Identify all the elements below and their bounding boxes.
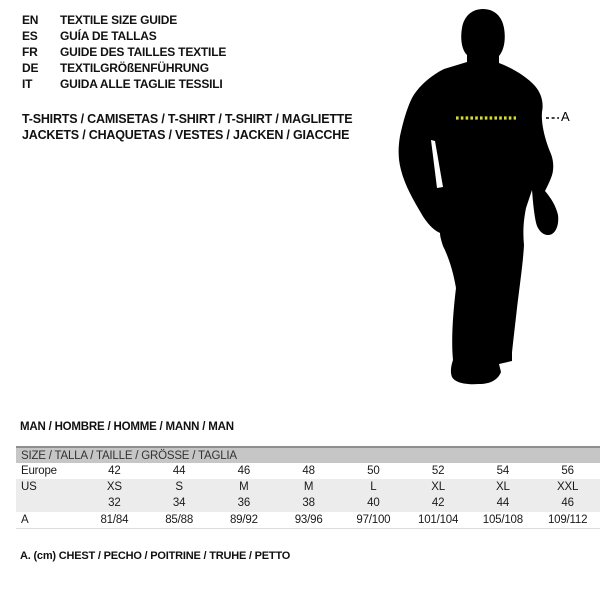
table-row-europe	[16, 463, 600, 479]
table-cell: 52	[431, 465, 445, 478]
table-cell: 109/112	[547, 513, 588, 526]
table-cell: 97/100	[356, 513, 391, 526]
row-label: US	[21, 481, 37, 494]
row-label: Europe	[21, 465, 57, 478]
table-cell: 32	[108, 497, 121, 510]
row-label: A	[21, 513, 29, 526]
section-label-man: MAN / HOMBRE / HOMME / MANN / MAN	[20, 421, 234, 433]
table-cell: XXL	[557, 481, 579, 494]
table-row-numeric	[16, 495, 600, 511]
category-jackets: JACKETS / CHAQUETAS / VESTES / JACKEN / GIACCHE	[22, 127, 350, 142]
table-cell: 101/104	[418, 513, 459, 526]
table-cell: 36	[237, 497, 251, 510]
table-cell: 42	[431, 497, 445, 510]
table-cell: XS	[106, 481, 122, 494]
category-tshirts: T-SHIRTS / CAMISETAS / T-SHIRT / T-SHIRT / MAGLIETTE	[22, 112, 353, 126]
table-cell: 105/108	[482, 513, 523, 526]
language-row-it	[22, 76, 226, 92]
language-title: GUIDA ALLE TAGLIE TESSILI	[60, 77, 223, 91]
table-cell: S	[175, 481, 183, 494]
language-guide-list	[22, 12, 226, 92]
table-row-us	[16, 479, 600, 495]
table-cell: 34	[172, 497, 186, 510]
language-row-es	[22, 28, 226, 44]
table-cell: M	[239, 481, 249, 494]
language-row-en	[22, 12, 226, 28]
table-cell: 42	[108, 465, 121, 478]
man-silhouette-shape	[399, 9, 559, 384]
table-cell: 40	[367, 497, 380, 510]
language-code: FR	[22, 45, 38, 59]
language-code: DE	[22, 61, 39, 75]
table-cell: 46	[237, 465, 251, 478]
language-code: EN	[22, 13, 39, 27]
table-cell: 50	[367, 465, 380, 478]
chest-measurement-footnote: A. (cm) CHEST / PECHO / POITRINE / TRUHE / PETTO	[20, 550, 291, 562]
table-cell: 46	[561, 497, 574, 510]
table-cell: XL	[431, 481, 445, 494]
language-title: GUÍA DE TALLAS	[60, 29, 157, 43]
size-table-header: SIZE / TALLA / TAILLE / GRÖSSE / TAGLIA	[16, 446, 600, 463]
language-title: TEXTILGRÖßENFÜHRUNG	[60, 61, 209, 75]
table-cell: 44	[496, 497, 510, 510]
table-cell: 93/96	[294, 513, 323, 526]
language-code: ES	[22, 29, 38, 43]
table-cell: M	[303, 481, 314, 494]
table-cell: 85/88	[165, 513, 194, 526]
size-table	[16, 446, 600, 529]
table-cell: 81/84	[100, 513, 129, 526]
table-cell: 89/92	[229, 513, 258, 526]
table-row-a-chest	[16, 512, 600, 528]
garment-categories	[22, 112, 352, 143]
measurement-a-label: A	[561, 109, 570, 124]
man-silhouette-icon	[395, 8, 570, 393]
language-code: IT	[22, 77, 33, 91]
man-silhouette-figure	[395, 8, 570, 393]
table-cell: 54	[496, 465, 510, 478]
language-title: GUIDE DES TAILLES TEXTILE	[60, 45, 227, 59]
language-row-de	[22, 60, 226, 76]
table-cell: 56	[561, 465, 574, 478]
language-title: TEXTILE SIZE GUIDE	[60, 13, 178, 27]
language-row-fr	[22, 44, 226, 60]
table-cell: 38	[302, 497, 315, 510]
table-cell: 44	[172, 465, 186, 478]
table-cell: L	[370, 481, 377, 494]
table-cell: XL	[496, 481, 510, 494]
table-cell: 48	[302, 465, 315, 478]
